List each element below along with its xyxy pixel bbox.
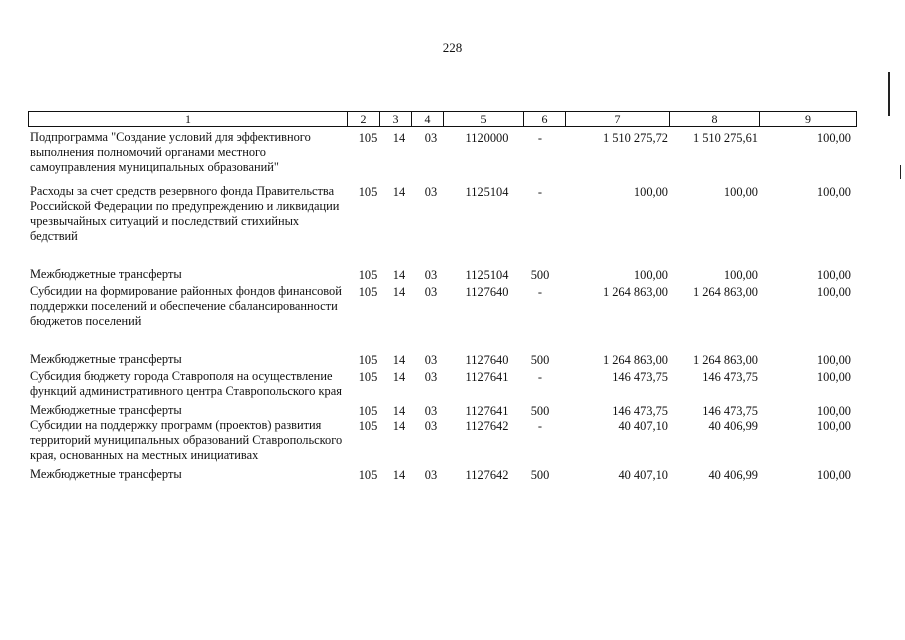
header-cell: 3 [380, 112, 412, 127]
cell-col-7: 1 264 863,00 [602, 285, 668, 299]
cell-col-3: 14 [392, 468, 406, 482]
cell-col-9: 100,00 [816, 404, 851, 418]
row-name: Межбюджетные трансферты [30, 352, 182, 366]
cell-col-6: - [537, 370, 543, 384]
cell-col-9: 100,00 [816, 131, 851, 145]
header-cell: 1 [29, 112, 348, 127]
row-name: Субсидии на формирование районных фондов финансовой поддержки поселений и обеспечение сбалансированности бюджетов поселений [30, 284, 342, 328]
cell-col-8: 146 473,75 [702, 370, 758, 384]
cell-col-4: 03 [424, 285, 438, 299]
row-name: Подпрограмма "Создание условий для эффективного выполнения полномочий органами местного самоуправления муниципальных образований" [30, 130, 311, 174]
table-row [28, 467, 858, 482]
header-cell: 7 [566, 112, 670, 127]
cell-col-3: 14 [392, 353, 406, 367]
cell-col-7: 100,00 [633, 185, 668, 199]
header-cell: 6 [524, 112, 566, 127]
cell-col-5: 1127640 [465, 353, 509, 367]
cell-col-5: 1127641 [465, 370, 509, 384]
cell-col-3: 14 [392, 370, 406, 384]
cell-col-7: 1 264 863,00 [602, 353, 668, 367]
cell-col-2: 105 [358, 404, 378, 418]
cell-col-8: 1 510 275,61 [692, 131, 758, 145]
cell-col-8: 40 406,99 [708, 468, 758, 482]
table-row [28, 267, 858, 282]
cell-col-7: 1 510 275,72 [602, 131, 668, 145]
cell-col-2: 105 [358, 285, 378, 299]
cell-col-3: 14 [392, 185, 406, 199]
header-cell: 4 [412, 112, 444, 127]
cell-col-5: 1127642 [465, 419, 509, 433]
cell-col-6: 500 [530, 404, 550, 418]
table-row [28, 352, 858, 367]
cell-col-9: 100,00 [816, 185, 851, 199]
cell-col-8: 1 264 863,00 [692, 353, 758, 367]
header-row [29, 112, 857, 127]
row-name: Межбюджетные трансферты [30, 467, 182, 481]
scan-edge-mark [900, 165, 901, 179]
row-name: Расходы за счет средств резервного фонда Правительства Российской Федерации по предупреждению и ликвидации чрезвычайных ситуаций и последствий стихийных бедствий [30, 184, 340, 243]
scan-edge-mark [888, 72, 890, 116]
table-row [28, 403, 858, 418]
cell-col-4: 03 [424, 185, 438, 199]
cell-col-2: 105 [358, 131, 378, 145]
header-cell: 9 [760, 112, 857, 127]
column-number-header [28, 111, 857, 127]
cell-col-8: 40 406,99 [708, 419, 758, 433]
cell-col-2: 105 [358, 185, 378, 199]
cell-col-8: 1 264 863,00 [692, 285, 758, 299]
cell-col-4: 03 [424, 131, 438, 145]
cell-col-4: 03 [424, 404, 438, 418]
cell-col-5: 1127641 [465, 404, 509, 418]
cell-col-3: 14 [392, 404, 406, 418]
cell-col-6: 500 [530, 353, 550, 367]
cell-col-6: - [537, 131, 543, 145]
cell-col-4: 03 [424, 370, 438, 384]
cell-col-8: 100,00 [723, 185, 758, 199]
cell-col-2: 105 [358, 370, 378, 384]
cell-col-6: 500 [530, 268, 550, 282]
cell-col-7: 146 473,75 [612, 404, 668, 418]
cell-col-7: 100,00 [633, 268, 668, 282]
cell-col-6: 500 [530, 468, 550, 482]
cell-col-2: 105 [358, 268, 378, 282]
cell-col-6: - [537, 185, 543, 199]
row-name: Межбюджетные трансферты [30, 267, 182, 281]
cell-col-3: 14 [392, 131, 406, 145]
cell-col-7: 40 407,10 [618, 468, 668, 482]
header-cell: 2 [348, 112, 380, 127]
page-number: 228 [442, 40, 463, 55]
cell-col-2: 105 [358, 353, 378, 367]
cell-col-5: 1127640 [465, 285, 509, 299]
cell-col-3: 14 [392, 268, 406, 282]
row-name: Субсидия бюджету города Ставрополя на осуществление функций административного центра Ставропольского края [30, 369, 342, 398]
cell-col-9: 100,00 [816, 468, 851, 482]
cell-col-4: 03 [424, 468, 438, 482]
header-cell: 8 [670, 112, 760, 127]
cell-col-2: 105 [358, 419, 378, 433]
row-name: Субсидии на поддержку программ (проектов) развития территорий муниципальных образований Ставропольского края, основанных на местных инициативах [30, 418, 343, 462]
table-row [28, 184, 858, 244]
cell-col-5: 1125104 [465, 185, 509, 199]
cell-col-7: 146 473,75 [612, 370, 668, 384]
cell-col-4: 03 [424, 353, 438, 367]
cell-col-7: 40 407,10 [618, 419, 668, 433]
cell-col-3: 14 [392, 419, 406, 433]
cell-col-5: 1125104 [465, 268, 509, 282]
table-row [28, 418, 858, 463]
cell-col-5: 1127642 [465, 468, 509, 482]
cell-col-9: 100,00 [816, 353, 851, 367]
cell-col-4: 03 [424, 419, 438, 433]
cell-col-5: 1120000 [465, 131, 509, 145]
cell-col-8: 146 473,75 [702, 404, 758, 418]
table-row [28, 130, 858, 175]
cell-col-3: 14 [392, 285, 406, 299]
cell-col-9: 100,00 [816, 268, 851, 282]
row-name: Межбюджетные трансферты [30, 403, 182, 417]
table-row [28, 369, 858, 399]
cell-col-9: 100,00 [816, 419, 851, 433]
cell-col-9: 100,00 [816, 285, 851, 299]
cell-col-4: 03 [424, 268, 438, 282]
cell-col-8: 100,00 [723, 268, 758, 282]
table-row [28, 284, 858, 329]
header-cell: 5 [444, 112, 524, 127]
cell-col-2: 105 [358, 468, 378, 482]
budget-table-body [28, 130, 858, 482]
cell-col-9: 100,00 [816, 370, 851, 384]
cell-col-6: - [537, 419, 543, 433]
cell-col-6: - [537, 285, 543, 299]
